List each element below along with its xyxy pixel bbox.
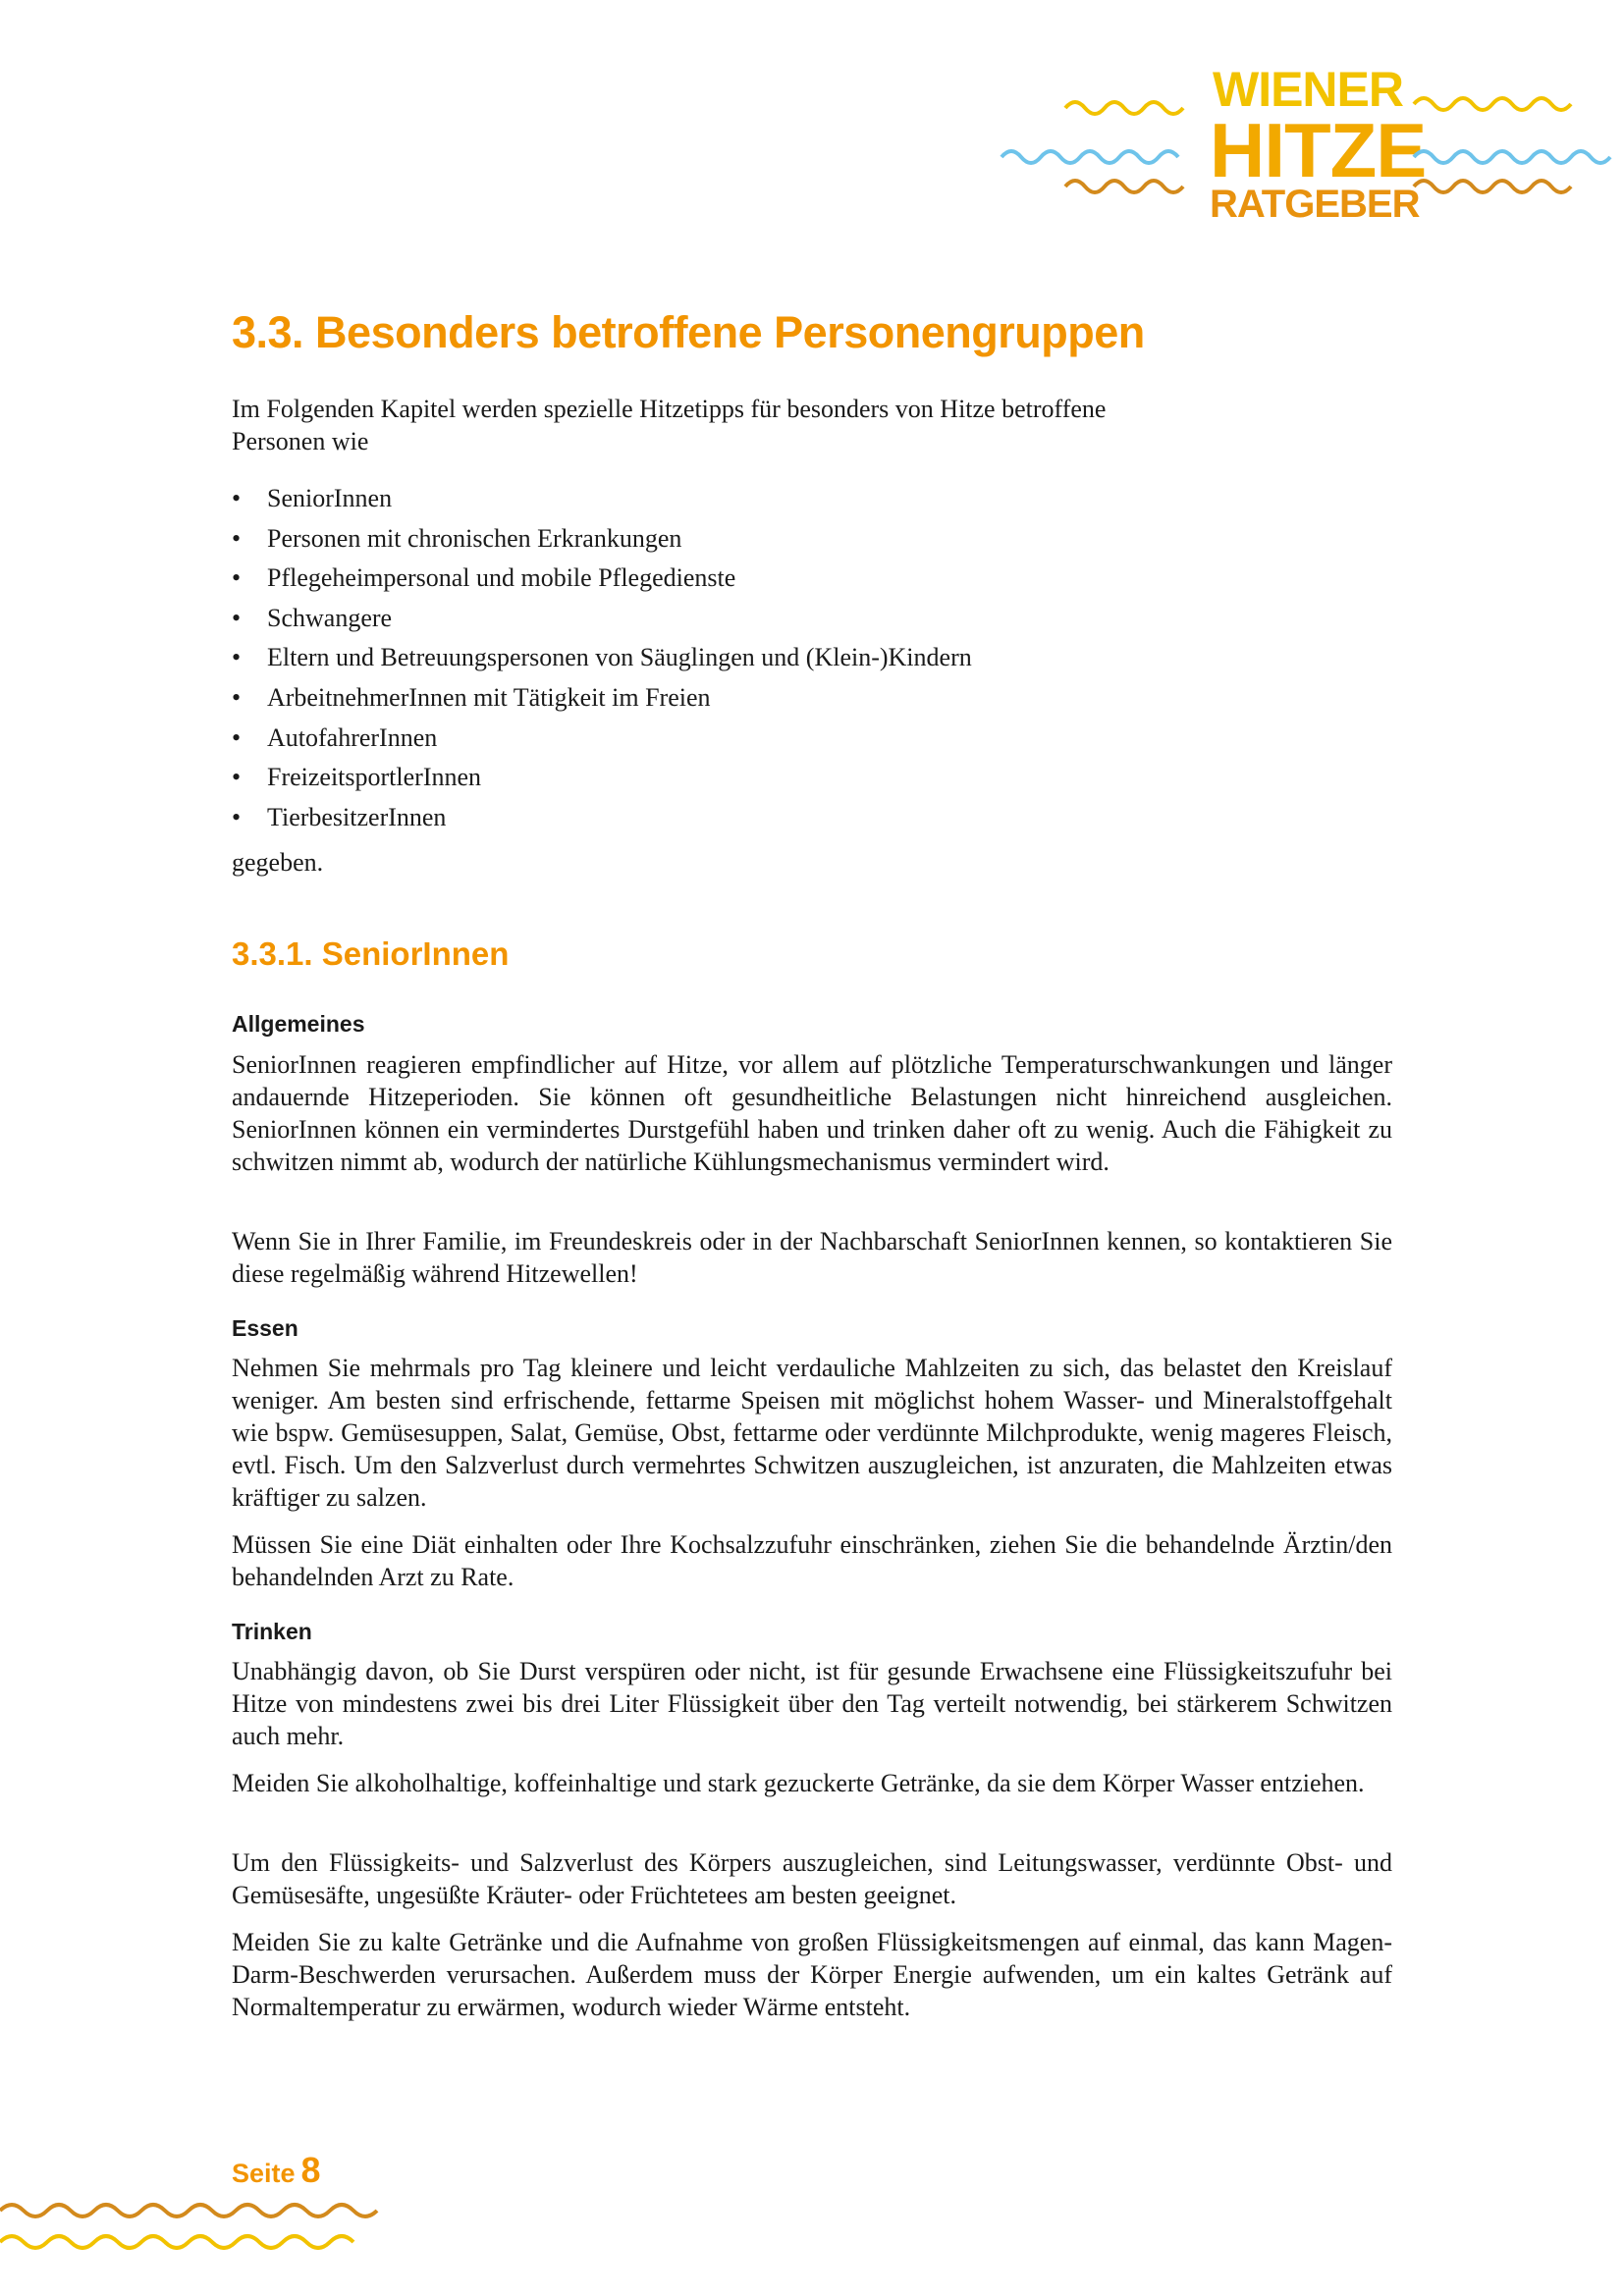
logo <box>992 59 1427 226</box>
page-number-value: 8 <box>300 2150 321 2190</box>
wave-decoration-left <box>992 79 1188 226</box>
logo-line-ratgeber: RATGEBER <box>1210 183 1420 226</box>
paragraph: Unabhängig davon, ob Sie Durst verspüren oder nicht, ist für gesunde Erwachsene eine Flüssigkeitszufuhr bei Hitze von mindestens zwei bis drei Liter Flüssigkeit über den Tag verteilt notwendig, bei stärkerem Schwitzen auch mehr. <box>232 1657 1392 1750</box>
list-item: • SeniorInnen <box>232 479 972 519</box>
list-item: • ArbeitnehmerInnen mit Tätigkeit im Freien <box>232 678 972 719</box>
paragraph: SeniorInnen reagieren empfindlicher auf Hitze, vor allem auf plötzliche Temperaturschwankungen und länger andauernde Hitzeperioden. Sie können oft gesundheitliche Belastungen nicht hinreichend ausgleichen. SeniorInnen können ein vermindertes Durstgefühl haben und trinken daher oft zu wenig. Auch die Fähigkeit zu schwitzen nimmt ab, wodurch der natürliche Kühlungsmechanismus vermindert wird. <box>232 1050 1392 1176</box>
logo-line-hitze: HITZE <box>1210 107 1427 193</box>
page-title: 3.3. Besonders betroffene Personengruppen <box>232 307 1145 357</box>
paragraph: Meiden Sie zu kalte Getränke und die Aufnahme von großen Flüssigkeitsmengen auf einmal, das kann Magen-Darm-Beschwerden verursachen. Außerdem muss der Körper Energie aufwenden, um ein kaltes Getränk auf Normaltemperatur zu erwärmen, wodurch wieder Wärme entsteht. <box>232 1928 1392 2021</box>
paragraph: Um den Flüssigkeits- und Salzverlust des Körpers auszugleichen, sind Leitungswasser, verdünnte Obst- und Gemüsesäfte, ungesüßte Kräuter- oder Früchtetees am besten geeignet. <box>232 1848 1392 1909</box>
paragraph: Meiden Sie alkoholhaltige, koffeinhaltige und stark gezuckerte Getränke, da sie dem Körper Wasser entziehen. <box>232 1769 1365 1797</box>
page-label: Seite <box>232 2159 296 2188</box>
outro-text: gegeben. <box>232 848 324 877</box>
logo-line-wiener: WIENER <box>1213 62 1403 117</box>
list-item: • Pflegeheimpersonal und mobile Pflegedienste <box>232 559 972 599</box>
paragraph: Wenn Sie in Ihrer Familie, im Freundeskreis oder in der Nachbarschaft SeniorInnen kennen, so kontaktieren Sie diese regelmäßig während Hitzewellen! <box>232 1227 1392 1288</box>
heading-trinken: Trinken <box>232 1619 312 1644</box>
list-item: • TierbesitzerInnen <box>232 798 972 838</box>
group-list <box>232 479 972 837</box>
page-number <box>232 2150 321 2191</box>
paragraph: Nehmen Sie mehrmals pro Tag kleinere und leicht verdauliche Mahlzeiten zu sich, das belastet den Kreislauf weniger. Am besten sind erfrischende, fettarme Speisen mit möglichst hohem Wasser- und Mineralstoffgehalt wie bspw. Gemüsesuppen, Salat, Gemüse, Obst, fettarme oder verdünnte Milchprodukte, wenig mageres Fleisch, evtl. Fisch. Um den Salzverlust durch vermehrtes Schwitzen auszugleichen, ist anzuraten, die Mahlzeiten etwas kräftiger zu salzen. <box>232 1354 1392 1512</box>
heading-allgemeines: Allgemeines <box>232 1011 365 1037</box>
paragraph: Müssen Sie eine Diät einhalten oder Ihre Kochsalzzufuhr einschränken, ziehen Sie die behandelnde Ärztin/den behandelnden Arzt zu Rate. <box>232 1530 1392 1591</box>
wave-decoration-footer <box>0 2191 393 2260</box>
list-item: • Eltern und Betreuungspersonen von Säuglingen und (Klein-)Kindern <box>232 638 972 678</box>
subsection-title: 3.3.1. SeniorInnen <box>232 935 510 972</box>
list-item: • AutofahrerInnen <box>232 719 972 759</box>
list-item: • Personen mit chronischen Erkrankungen <box>232 519 972 560</box>
list-item: • Schwangere <box>232 599 972 639</box>
intro-text: Im Folgenden Kapitel werden spezielle Hitzetipps für besonders von Hitze betroffene Personen wie <box>232 395 1107 455</box>
list-item: • FreizeitsportlerInnen <box>232 758 972 798</box>
heading-essen: Essen <box>232 1315 298 1341</box>
wave-decoration-right <box>1404 79 1624 226</box>
